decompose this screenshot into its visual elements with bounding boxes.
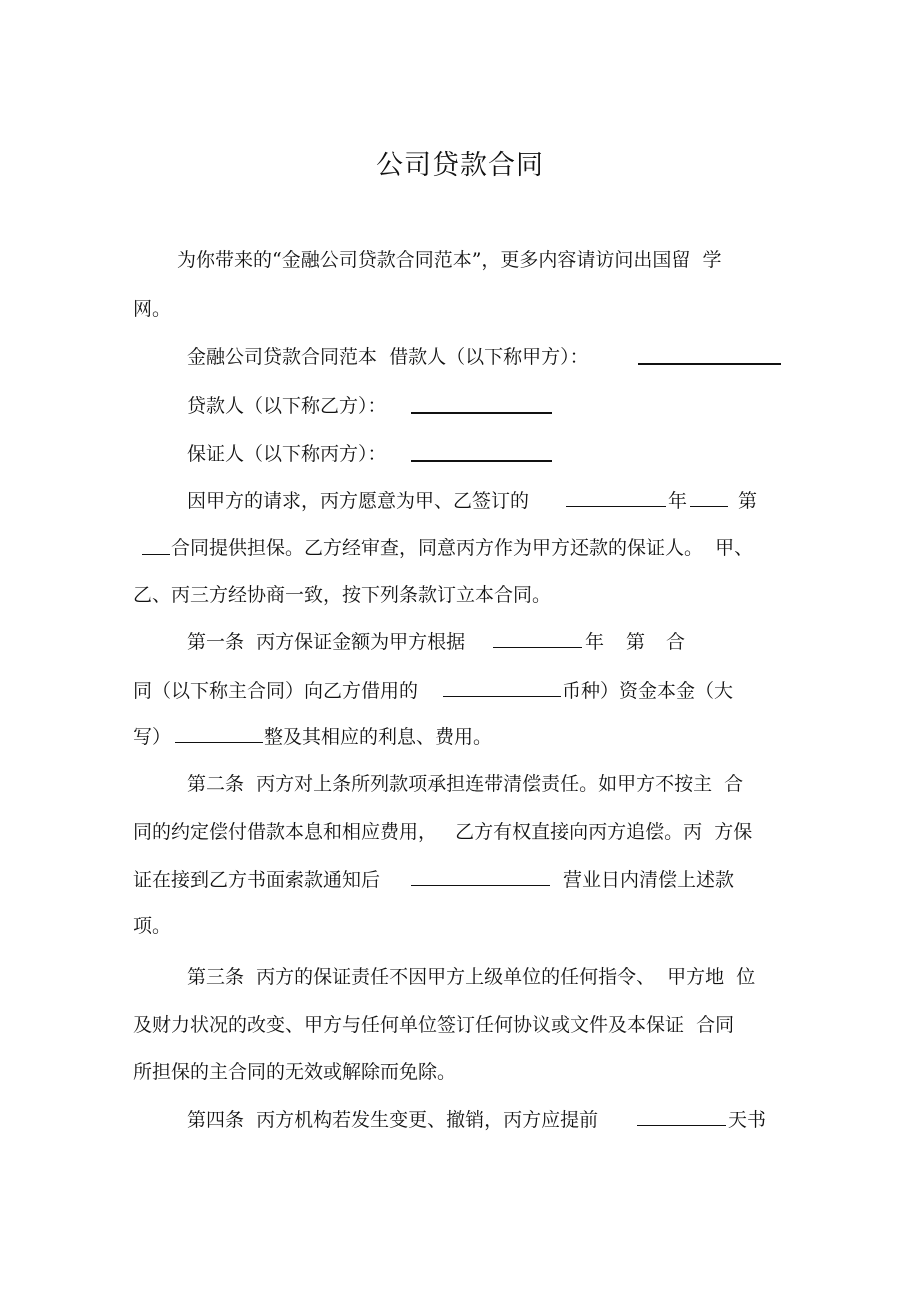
article1-di: 第 <box>626 631 646 653</box>
article2-days-blank <box>411 868 550 886</box>
preamble-line-3: 乙、丙三方经协商一致，按下列条款订立本合同。 <box>133 584 552 606</box>
guarantor-blank <box>411 443 552 462</box>
article4-line-1: 第四条 丙方机构若发生变更、撤销，丙方应提前 <box>187 1109 599 1131</box>
intro-line-2: 网。 <box>133 298 172 320</box>
article2-line-4: 项。 <box>133 915 172 937</box>
article3-line-1: 第三条 丙方的保证责任不因甲方上级单位的任何指令、 甲方地 位 <box>187 966 756 988</box>
intro-line-1: 为你带来的“金融公司贷款合同范本”，更多内容请访问出国留 学 <box>177 249 722 271</box>
article1-year: 年 <box>585 631 605 653</box>
preamble-di: 第 <box>738 490 758 512</box>
article1-currency-text: 币种）资金本金（大 <box>562 680 734 702</box>
article1-line-1: 第一条 丙方保证金额为甲方根据 <box>187 631 466 653</box>
preamble-line-1 <box>187 489 529 513</box>
lender-blank <box>411 395 552 414</box>
article1-year-blank <box>493 630 582 648</box>
borrower-label: 金融公司贷款合同范本 借款人（以下称甲方）： <box>187 346 589 368</box>
lender-label: 贷款人（以下称乙方）： <box>187 395 387 417</box>
document-title: 公司贷款合同 <box>376 150 544 181</box>
article4-days-blank <box>637 1108 726 1126</box>
article3-line-3: 所担保的主合同的无效或解除而免除。 <box>133 1061 457 1083</box>
article2-line-1: 第二条 丙方对上条所列款项承担连带清偿责任。如甲方不按主 合 <box>187 773 744 795</box>
article2-days-text: 营业日内清偿上述款 <box>563 869 735 891</box>
article2-line-3: 证在接到乙方书面索款通知后 <box>133 869 381 891</box>
preamble-year: 年 <box>668 490 688 512</box>
borrower-line <box>187 345 589 369</box>
article2-line-2: 同的约定偿付借款本息和相应费用， 乙方有权直接向丙方追偿。丙 方保 <box>133 821 753 843</box>
guarantor-line <box>187 442 387 466</box>
article1-currency-blank <box>443 679 561 697</box>
article1-he: 合 <box>666 631 686 653</box>
lender-line <box>187 394 387 418</box>
preamble-text: 因甲方的请求，丙方愿意为甲、乙签订的 <box>187 490 530 512</box>
preamble-number-blank <box>690 489 728 507</box>
preamble-line-2: 合同提供担保。乙方经审查，同意丙方作为甲方还款的保证人。 甲、 <box>171 537 754 559</box>
article1-line-2: 同（以下称主合同）向乙方借用的 <box>133 680 419 702</box>
borrower-blank <box>638 346 781 365</box>
preamble-year-blank <box>566 489 666 507</box>
article1-amount-blank <box>175 725 263 743</box>
guarantor-label: 保证人（以下称丙方）： <box>187 443 387 465</box>
preamble-contract-blank <box>142 537 170 555</box>
article4-days-text: 天书 <box>728 1109 767 1131</box>
article1-amount-text: 整及其相应的利息、费用。 <box>264 726 493 748</box>
article1-line-3: 写） <box>133 726 172 748</box>
article3-line-2: 及财力状况的改变、甲方与任何单位签订任何协议或文件及本保证 合同 <box>133 1014 735 1036</box>
